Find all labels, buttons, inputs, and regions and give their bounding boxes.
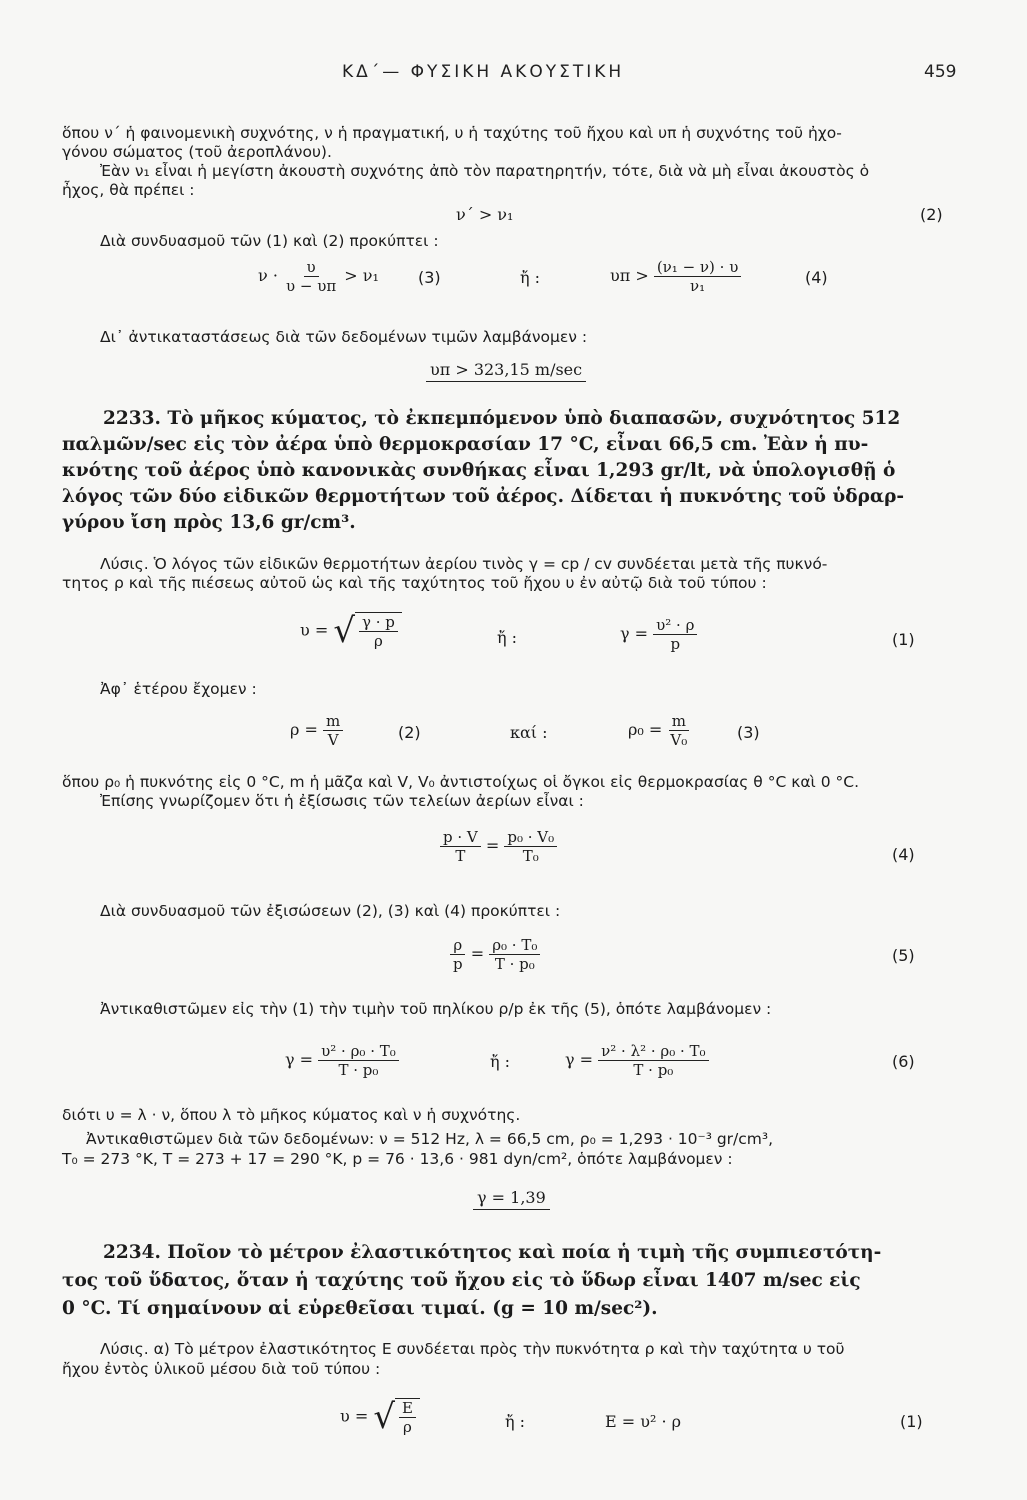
solution-line: ὅπου ρ₀ ἡ πυκνότης εἰς 0 °C, m ἡ μᾶζα καὶ V, V₀ ἀντιστοίχως οἱ ὄγκοι εἰς θερμοκρασίας θ °C καὶ 0 °C.	[62, 773, 860, 791]
fraction	[653, 616, 697, 653]
or-text: ἤ :	[505, 1412, 526, 1431]
equation-1c	[340, 1398, 420, 1436]
solution-line: διότι υ = λ · ν, ὅπου λ τὸ μῆκος κύματος καὶ ν ἡ συχνότης.	[62, 1106, 521, 1124]
problem-text: 0 °C. Τί σημαίνουν αἱ εὑρεθεῖσαι τιμαί. (g = 10 m/sec²).	[62, 1298, 658, 1319]
solution-line: ἤχου ἐντὸς ὑλικοῦ μέσου διὰ τοῦ τύπου :	[62, 1360, 381, 1378]
equation-label: (1)	[892, 630, 915, 649]
eq-part: υ =	[300, 620, 329, 640]
eq-part: ρ =	[290, 720, 318, 739]
radical-sign: √	[333, 611, 355, 651]
equation-4	[610, 258, 741, 295]
numerator: υ² · ρ	[653, 616, 697, 635]
equation-3b	[628, 712, 690, 749]
eq-part: =	[470, 944, 485, 963]
text-line: Διὰ συνδυασμοῦ τῶν (1) καὶ (2) προκύπτει :	[100, 232, 439, 250]
problem-text: τος τοῦ ὕδατος, ὅταν ἡ ταχύτης τοῦ ἤχου εἰς τὸ ὕδωρ εἶναι 1407 m/sec εἰς	[62, 1270, 861, 1291]
fraction	[399, 1399, 416, 1436]
solution-line: Λύσις. α) Τὸ μέτρον ἐλαστικότητος E συνδέεται πρὸς τὴν πυκνότητα ρ καὶ τὴν ταχύτητα υ τοῦ	[100, 1340, 845, 1358]
text-line: ὅπου ν΄ ἡ φαινομενικὴ συχνότης, ν ἡ πραγματική, υ ἡ ταχύτης τοῦ ἤχου καὶ υπ ἡ συχνότης τοῦ ἠχο-	[62, 124, 842, 142]
fraction	[318, 1042, 399, 1079]
equation-label: (4)	[892, 845, 915, 864]
text-line: ἦχος, θὰ πρέπει :	[62, 181, 195, 199]
solution-line: Διὰ συνδυασμοῦ τῶν ἐξισώσεων (2), (3) καὶ (4) προκύπτει :	[100, 902, 561, 920]
denominator: T · p₀	[633, 1061, 674, 1079]
denominator: T · p₀	[338, 1061, 379, 1079]
equation-label: (6)	[892, 1052, 915, 1071]
equation-label: (1)	[900, 1412, 923, 1431]
numerator: υ	[304, 258, 319, 277]
numerator: p₀ · V₀	[504, 828, 557, 847]
denominator: p	[453, 955, 463, 973]
equation-label: (3)	[418, 268, 441, 287]
eq-part: ν ·	[258, 266, 278, 285]
denominator: T · p₀	[494, 955, 535, 973]
solution-line: τητος ρ καὶ τῆς πιέσεως αὐτοῦ ὡς καὶ τῆς ταχύτητος τοῦ ἤχου υ ἐν αὐτῷ διὰ τοῦ τύπου :	[62, 574, 767, 592]
eq-part: ρ₀ =	[628, 720, 663, 739]
fraction	[598, 1042, 708, 1079]
fraction	[359, 613, 398, 650]
fraction	[667, 712, 690, 749]
denominator: V₀	[670, 731, 688, 749]
text-line: Δι᾿ ἀντικαταστάσεως διὰ τῶν δεδομένων τιμῶν λαμβάνομεν :	[100, 328, 588, 346]
numerator: ν² · λ² · ρ₀ · T₀	[598, 1042, 708, 1061]
equation-1d: E = υ² · ρ	[605, 1412, 682, 1431]
equation-2b	[290, 712, 343, 749]
equation-5	[450, 936, 540, 973]
eq-part: > ν₁	[344, 266, 379, 285]
numerator: m	[323, 712, 343, 731]
solution-line: T₀ = 273 °K, T = 273 + 17 = 290 °K, p = 76 · 13,6 · 981 dyn/cm², ὁπότε λαμβάνομεν :	[62, 1150, 733, 1168]
denominator: V	[327, 731, 339, 749]
equation-1b	[620, 616, 697, 653]
problem-text: κνότης τοῦ ἀέρος ὑπὸ κανονικὰς συνθήκας εἶναι 1,293 gr/lt, νὰ ὑπολογισθῇ ὁ	[62, 460, 896, 481]
numerator: E	[399, 1399, 416, 1418]
solution-line: Ἀντικαθιστῶμεν εἰς τὴν (1) τὴν τιμὴν τοῦ πηλίκου ρ/p ἐκ τῆς (5), ὁπότε λαμβάνομεν :	[100, 1000, 772, 1018]
numerator: m	[669, 712, 689, 731]
equation-6	[285, 1042, 399, 1079]
running-title: ΚΔ΄— ΦΥΣΙΚΗ ΑΚΟΥΣΤΙΚΗ	[342, 62, 625, 82]
equation-label: (5)	[892, 946, 915, 965]
problem-text: γύρου ἴση πρὸς 13,6 gr/cm³.	[62, 512, 356, 533]
eq-part: γ =	[565, 1050, 594, 1069]
eq-part: γ =	[620, 624, 649, 643]
or-text: ἤ :	[490, 1052, 511, 1071]
numerator: ρ	[450, 936, 465, 955]
equation-2: ν΄ > ν₁	[456, 205, 514, 224]
result-underlined: υπ > 323,15 m/sec	[426, 360, 586, 382]
or-text: ἤ :	[497, 628, 518, 647]
denominator: ν₁	[690, 277, 706, 295]
equation-label: (3)	[737, 723, 760, 742]
fraction	[323, 712, 343, 749]
problem-2234: 2234. Ποῖον τὸ μέτρον ἐλαστικότητος καὶ ποία ἡ τιμὴ τῆς συμπιεστότη-	[103, 1242, 882, 1263]
text-line: Ἐὰν ν₁ εἶναι ἡ μεγίστη ἀκουστὴ συχνότης ἀπὸ τὸν παρατηρητήν, τότε, διὰ νὰ μὴ εἶναι ἀκουστὸς ὁ	[100, 162, 870, 180]
numerator: (ν₁ − ν) · υ	[654, 258, 741, 277]
solution-line: Ἀντικαθιστῶμεν διὰ τῶν δεδομένων: ν = 512 Hz, λ = 66,5 cm, ρ₀ = 1,293 · 10⁻³ gr/cm³,	[86, 1130, 774, 1148]
result-underlined: γ = 1,39	[473, 1188, 550, 1210]
denominator: T	[455, 847, 466, 865]
problem-2233: 2233. Τὸ μῆκος κύματος, τὸ ἐκπεμπόμενον ὑπὸ διαπασῶν, συχνότητος 512	[103, 408, 901, 429]
fraction	[489, 936, 540, 973]
equation-3	[258, 258, 379, 295]
fraction	[440, 828, 481, 865]
fraction	[283, 258, 339, 295]
text-line: γόνου σώματος (τοῦ ἀεροπλάνου).	[62, 143, 332, 161]
equation-4b	[440, 828, 557, 865]
eq-part: υ =	[340, 1406, 369, 1426]
numerator: p · V	[440, 828, 481, 847]
denominator: T₀	[522, 847, 539, 865]
denominator: p	[670, 635, 681, 653]
square-root	[373, 1398, 420, 1436]
numerator: ρ₀ · T₀	[489, 936, 540, 955]
fraction	[450, 936, 466, 973]
problem-text: παλμῶν/sec εἰς τὸν ἀέρα ὑπὸ θερμοκρασίαν 17 °C, εἶναι 66,5 cm. Ἐὰν ἡ πυ-	[62, 434, 869, 455]
solution-line: Ἀφ᾿ ἑτέρου ἔχομεν :	[100, 680, 257, 698]
solution-line: Λύσις. Ὁ λόγος τῶν εἰδικῶν θερμοτήτων ἀερίου τινὸς γ = cp / cv συνδέεται μετὰ τῆς πυκνό-	[100, 555, 828, 573]
fraction	[654, 258, 741, 295]
eq-part: υπ >	[610, 266, 649, 285]
equation-label: (4)	[805, 268, 828, 287]
eq-part: γ =	[285, 1050, 314, 1069]
or-text: ἤ :	[520, 268, 541, 287]
fraction	[504, 828, 557, 865]
problem-text: λόγος τῶν δύο εἰδικῶν θερμοτήτων τοῦ ἀέρος. Δίδεται ἡ πυκνότης τοῦ ὑδραρ-	[62, 486, 905, 507]
radical-sign: √	[373, 1397, 395, 1437]
and-text: καί :	[510, 723, 548, 742]
solution-line: Ἐπίσης γνωρίζομεν ὅτι ἡ ἐξίσωσις τῶν τελείων ἀερίων εἶναι :	[100, 792, 584, 810]
equation-6b	[565, 1042, 709, 1079]
equation-label: (2)	[920, 205, 943, 224]
square-root	[333, 612, 402, 650]
denominator: ρ	[403, 1418, 412, 1436]
numerator: γ · p	[359, 613, 398, 632]
equation-1	[300, 612, 402, 650]
denominator: ρ	[374, 632, 383, 650]
page-number: 459	[924, 62, 957, 82]
equation-label: (2)	[398, 723, 421, 742]
denominator: υ − υπ	[286, 277, 337, 295]
page-header	[0, 62, 1027, 86]
numerator: υ² · ρ₀ · T₀	[318, 1042, 399, 1061]
eq-part: =	[485, 836, 500, 855]
